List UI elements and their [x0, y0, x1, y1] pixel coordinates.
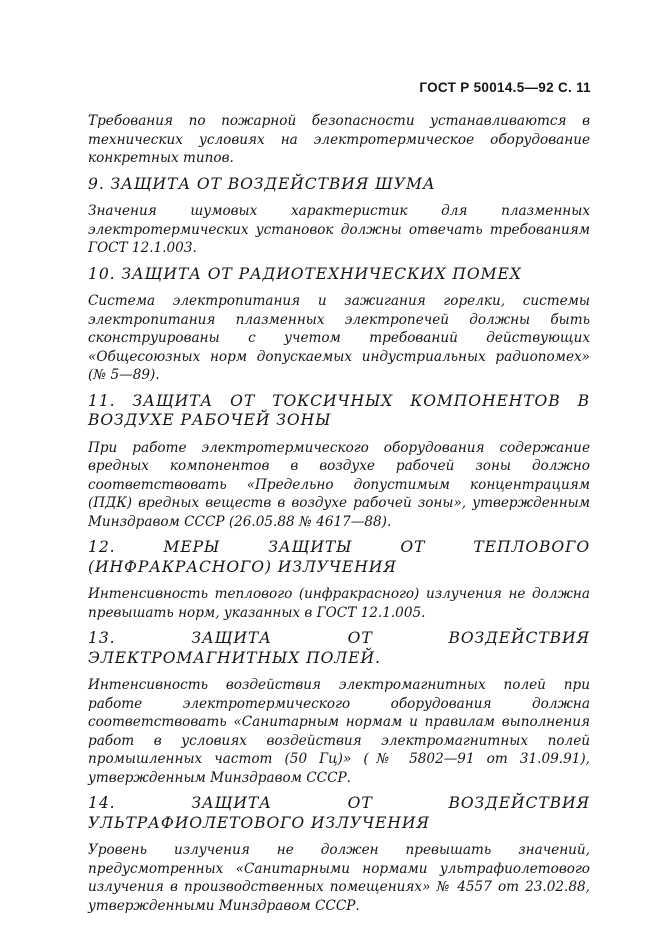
paragraph-radio-interference: Система электропитания и зажигания горелки, системы электропитания плазменных электропечей должны быть сконструированы с учетом требований действующих «Общесоюзных норм допускаемых индустриальных радиопомех» (№ 5—89).	[88, 293, 590, 383]
heading-radio-interference: 10. ЗАЩИТА ОТ РАДИОТЕХНИЧЕСКИХ ПОМЕХ	[88, 264, 522, 283]
paragraph-fire-safety: Требования по пожарной безопасности устанавливаются в технических условиях на электротермическое оборудование конкретных типов.	[88, 113, 590, 166]
page-header: ГОСТ Р 50014.5—92 С. 11	[419, 80, 591, 95]
paragraph-toxic-components: При работе электротермического оборудования содержание вредных компонентов в воздухе рабочей зоны должно соответствовать «Предельно допустимым концентрациям (ПДК) вредных веществ в воздухе рабочей зоны», утвержденным Минздравом СССР (26.05.88 № 4617—88).	[88, 439, 590, 530]
heading-noise: 9. ЗАЩИТА ОТ ВОЗДЕЙСТВИЯ ШУМА	[88, 174, 436, 193]
heading-electromagnetic-fields: 13. ЗАЩИТА ОТ ВОЗДЕЙСТВИЯ ЭЛЕКТРОМАГНИТНЫХ ПОЛЕЙ.	[88, 629, 590, 667]
heading-toxic-components: 11. ЗАЩИТА ОТ ТОКСИЧНЫХ КОМПОНЕНТОВ В ВОЗДУХЕ РАБОЧЕЙ ЗОНЫ	[88, 391, 590, 429]
paragraph-electromagnetic-fields: Интенсивность воздействия электромагнитных полей при работе электротермического оборудования должна соответствовать «Санитарным нормам и правилам выполнения работ в условиях воздействия электромагнитных полей промышленных частот (50 Гц)» (№ 5802—91 от 31.09.91), утвержденным Минздравом СССР.	[88, 677, 590, 786]
document-body	[88, 112, 590, 922]
paragraph-noise: Значения шумовых характеристик для плазменных электротермических установок должны отвечать требованиям ГОСТ 12.1.003.	[88, 203, 590, 256]
heading-ultraviolet-radiation: 14. ЗАЩИТА ОТ ВОЗДЕЙСТВИЯ УЛЬТРАФИОЛЕТОВОГО ИЗЛУЧЕНИЯ	[88, 794, 590, 832]
paragraph-infrared-radiation: Интенсивность теплового (инфракрасного) излучения не должна превышать норм, указанных в ГОСТ 12.1.005.	[88, 586, 590, 621]
heading-infrared-radiation: 12. МЕРЫ ЗАЩИТЫ ОТ ТЕПЛОВОГО (ИНФРАКРАСНОГО) ИЗЛУЧЕНИЯ	[88, 538, 590, 576]
paragraph-ultraviolet-radiation: Уровень излучения не должен превышать значений, предусмотренных «Санитарными нормами ультрафиолетового излучения в производственных помещениях» № 4557 от 23.02.88, утвержденными Минздравом СССР.	[88, 842, 590, 914]
